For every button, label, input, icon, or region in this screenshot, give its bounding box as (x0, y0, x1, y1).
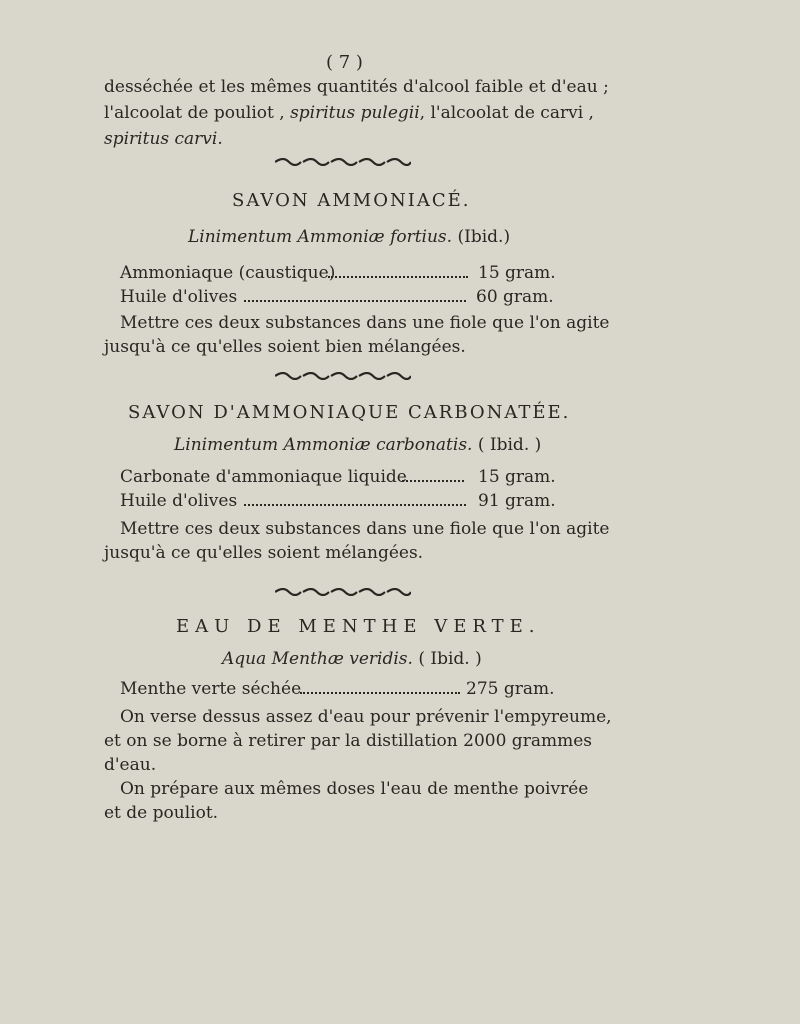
ingredient-name: Carbonate d'ammoniaque liquide (120, 467, 407, 487)
subtitle-latin: Linimentum Ammoniæ carbonatis. (174, 435, 473, 455)
section-title-savon-ammoniaque-carbonatee: SAVON D'AMMONIAQUE CARBONATÉE. (128, 402, 571, 423)
intro-line-1: desséchée et les mêmes quantités d'alcool faible et d'eau ; (104, 77, 609, 97)
intro-line-2-c: , l'alcoolat de carvi , (419, 103, 594, 123)
dot-leader (300, 678, 460, 694)
body-text: jusqu'à ce qu'elles soient bien mélangées. (104, 337, 466, 357)
dot-leader (328, 262, 468, 278)
body-text: Mettre ces deux substances dans une fiole que l'on agite (120, 519, 610, 539)
ingredient-qty: 15 gram. (478, 263, 556, 283)
ingredient-name: Menthe verte séchée (120, 679, 302, 699)
section-title-eau-de-menthe-verte: EAU DE MENTHE VERTE. (176, 616, 541, 637)
ornamental-divider (275, 588, 411, 596)
section-subtitle (222, 648, 482, 670)
body-text: d'eau. (104, 755, 157, 775)
intro-line-3: spiritus carvi. (104, 129, 223, 149)
ingredient-name: Huile d'olives (120, 287, 238, 307)
body-text: jusqu'à ce qu'elles soient mélangées. (104, 543, 424, 563)
intro-line-2-a: l'alcoolat de pouliot , (104, 103, 285, 123)
subtitle-ref: (Ibid.) (457, 227, 511, 247)
ingredient-qty: 15 gram. (478, 467, 556, 487)
section-subtitle (174, 434, 541, 456)
page-number: ( 7 ) (326, 52, 363, 73)
intro-line-2 (104, 102, 594, 124)
body-text: et on se borne à retirer par la distillation 2000 grammes (104, 731, 592, 751)
body-text: On prépare aux mêmes doses l'eau de menthe poivrée (120, 779, 589, 799)
ornamental-divider (275, 372, 411, 380)
dot-leader (244, 490, 466, 506)
subtitle-ref: ( Ibid. ) (477, 435, 542, 455)
ingredient-name: Ammoniaque (caustique) (120, 263, 336, 283)
section-title-savon-ammoniace: SAVON AMMONIACÉ. (232, 190, 471, 211)
ingredient-qty: 275 gram. (466, 679, 555, 699)
ingredient-qty: 60 gram. (476, 287, 554, 307)
intro-line-2-latin: spiritus pulegii (290, 103, 420, 123)
subtitle-latin: Aqua Menthæ veridis. (222, 649, 413, 669)
dot-leader (402, 466, 464, 482)
dot-leader (244, 286, 466, 302)
subtitle-latin: Linimentum Ammoniæ fortius. (188, 227, 453, 247)
body-text: et de pouliot. (104, 803, 219, 823)
subtitle-ref: ( Ibid. ) (418, 649, 482, 669)
ingredient-qty: 91 gram. (478, 491, 556, 511)
ingredient-name: Huile d'olives (120, 491, 238, 511)
section-subtitle (188, 226, 510, 248)
ornamental-divider (275, 158, 411, 166)
body-text: Mettre ces deux substances dans une fiole que l'on agite (120, 313, 610, 333)
body-text: On verse dessus assez d'eau pour prévenir l'empyreume, (120, 707, 612, 727)
